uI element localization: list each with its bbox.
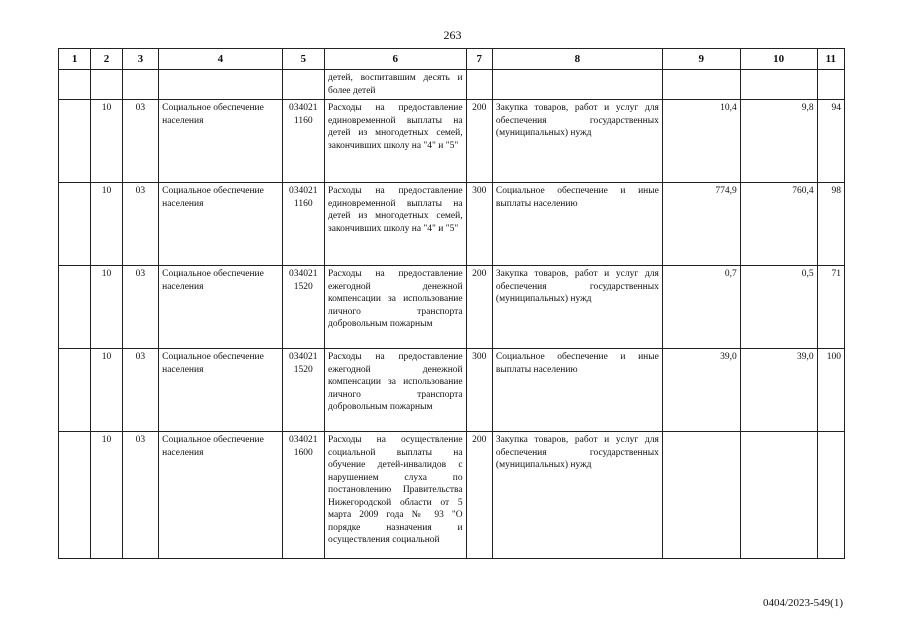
- cell-expense-name: Закупка товаров, работ и услуг для обеспечения государственных (муниципальных) нужд: [492, 100, 662, 183]
- cell-plan: 39,0: [662, 349, 740, 432]
- cell-section-name: Социальное обеспечение населения: [159, 432, 282, 559]
- cell-expense-name: Социальное обеспечение и иные выплаты населению: [492, 349, 662, 432]
- cell-section: 10: [91, 266, 122, 349]
- table-row: [59, 183, 845, 266]
- table-row: [59, 100, 845, 183]
- cell: [817, 70, 844, 100]
- cell: [122, 70, 158, 100]
- cell-subsection: 03: [122, 183, 158, 266]
- cell-target-code: 034021 1600: [282, 432, 324, 559]
- table-header-row: [59, 49, 845, 70]
- cell: [282, 70, 324, 100]
- table-row: [59, 266, 845, 349]
- cell: [740, 70, 817, 100]
- cell-section: 10: [91, 183, 122, 266]
- cell-target-code: 034021 1520: [282, 349, 324, 432]
- column-header: 11: [817, 49, 844, 70]
- cell-expense-name: Социальное обеспечение и иные выплаты населению: [492, 183, 662, 266]
- cell: [492, 70, 662, 100]
- cell-plan: 774,9: [662, 183, 740, 266]
- cell: [59, 70, 91, 100]
- column-header: 8: [492, 49, 662, 70]
- cell: [59, 100, 91, 183]
- cell: [59, 183, 91, 266]
- cell-description: Расходы на предоставление единовременной выплаты на детей из многодетных семей, закончивших школу на "4" и "5": [325, 100, 467, 183]
- column-header: 5: [282, 49, 324, 70]
- cell-description: Расходы на предоставление ежегодной денежной компенсации за использование личного транспорта добровольным пожарным: [325, 266, 467, 349]
- cell-actual: 9,8: [740, 100, 817, 183]
- cell-subsection: 03: [122, 349, 158, 432]
- column-header: 1: [59, 49, 91, 70]
- cell: [59, 349, 91, 432]
- cell-expense-type: 300: [466, 349, 492, 432]
- column-header: 2: [91, 49, 122, 70]
- cell-section: 10: [91, 432, 122, 559]
- cell-percent: 98: [817, 183, 844, 266]
- cell-actual: 39,0: [740, 349, 817, 432]
- cell-plan: 10,4: [662, 100, 740, 183]
- cell-target-code: 034021 1520: [282, 266, 324, 349]
- cell-section-name: Социальное обеспечение населения: [159, 349, 282, 432]
- cell-plan: 0,7: [662, 266, 740, 349]
- cell-actual: [740, 432, 817, 559]
- column-header: 4: [159, 49, 282, 70]
- cell: [59, 266, 91, 349]
- cell: [91, 70, 122, 100]
- cell-section-name: Социальное обеспечение населения: [159, 100, 282, 183]
- cell-expense-name: Закупка товаров, работ и услуг для обеспечения государственных (муниципальных) нужд: [492, 432, 662, 559]
- page-number: 263: [443, 28, 462, 42]
- cell-section-name: Социальное обеспечение населения: [159, 183, 282, 266]
- cell-section: 10: [91, 100, 122, 183]
- column-header: 10: [740, 49, 817, 70]
- column-header: 7: [466, 49, 492, 70]
- cell-subsection: 03: [122, 266, 158, 349]
- cell: [466, 70, 492, 100]
- cell-actual: 0,5: [740, 266, 817, 349]
- cell-expense-name: Закупка товаров, работ и услуг для обеспечения государственных (муниципальных) нужд: [492, 266, 662, 349]
- table-row-continuation: [59, 70, 845, 100]
- table-row: [59, 349, 845, 432]
- cell-description: Расходы на осуществление социальной выплаты на обучение детей-инвалидов с нарушением слуха по постановлению Правительства Нижегородской области от 5 марта 2009 года № 93 "О порядке назначения и осуществления социальной: [325, 432, 467, 559]
- document-code: 0404/2023-549(1): [762, 597, 843, 609]
- cell-description: детей, воспитавшим десять и более детей: [325, 70, 467, 100]
- cell-expense-type: 200: [466, 266, 492, 349]
- table-row: [59, 432, 845, 559]
- cell-percent: 94: [817, 100, 844, 183]
- cell-description: Расходы на предоставление единовременной выплаты на детей из многодетных семей, закончивших школу на "4" и "5": [325, 183, 467, 266]
- column-header: 9: [662, 49, 740, 70]
- cell-expense-type: 300: [466, 183, 492, 266]
- cell: [159, 70, 282, 100]
- cell-target-code: 034021 1160: [282, 100, 324, 183]
- cell-actual: 760,4: [740, 183, 817, 266]
- cell-expense-type: 200: [466, 100, 492, 183]
- cell-plan: [662, 432, 740, 559]
- cell-section-name: Социальное обеспечение населения: [159, 266, 282, 349]
- column-header: 3: [122, 49, 158, 70]
- cell-percent: [817, 432, 844, 559]
- cell-subsection: 03: [122, 432, 158, 559]
- cell-percent: 71: [817, 266, 844, 349]
- budget-table: [58, 48, 845, 559]
- cell-target-code: 034021 1160: [282, 183, 324, 266]
- cell: [662, 70, 740, 100]
- cell: [59, 432, 91, 559]
- cell-section: 10: [91, 349, 122, 432]
- cell-percent: 100: [817, 349, 844, 432]
- column-header: 6: [325, 49, 467, 70]
- cell-expense-type: 200: [466, 432, 492, 559]
- cell-subsection: 03: [122, 100, 158, 183]
- cell-description: Расходы на предоставление ежегодной денежной компенсации за использование личного транспорта добровольным пожарным: [325, 349, 467, 432]
